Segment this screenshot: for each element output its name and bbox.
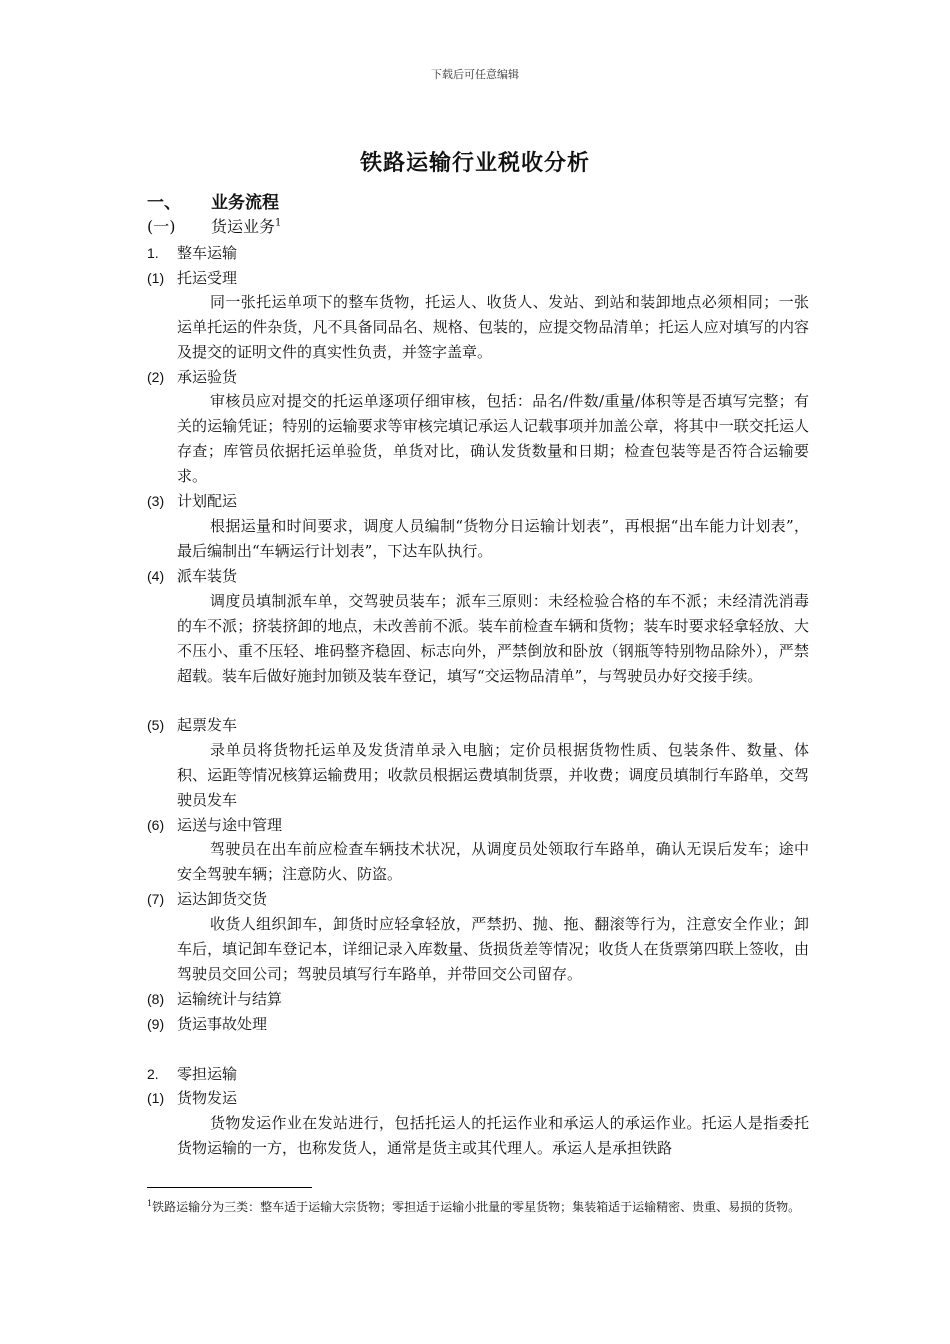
footnote-separator: [147, 1187, 312, 1188]
step-label: 起票发车: [177, 716, 238, 734]
step-label: 货物发运: [177, 1089, 238, 1107]
step-heading: [147, 565, 237, 586]
header-note: 下载后可任意编辑: [431, 68, 519, 81]
footnote-reference[interactable]: 1: [275, 217, 282, 229]
footnote: [147, 1194, 807, 1217]
step-label: 运输统计与结算: [177, 990, 283, 1008]
step-number: (7): [147, 891, 165, 907]
step-label: 派车装货: [177, 567, 238, 585]
step-paragraph: 录单员将货物托运单及发货清单录入电脑；定价员根据货物性质、包装条件、数量、体积、运距等情况核算运输费用；收款员根据运费填制货票，并收费；调度员填制行车路单，交驾驶员发车: [177, 741, 809, 809]
step-heading: [147, 988, 282, 1009]
section-number: 一、: [147, 193, 181, 213]
item-number: 2.: [147, 1066, 159, 1082]
subsection-number: (一): [147, 217, 176, 236]
step-heading: [147, 888, 267, 909]
step-label: 运送与途中管理: [177, 816, 283, 834]
footnote-text: 铁路运输分为三类：整车适于运输大宗货物；零担适于运输小批量的零星货物；集装箱适于运输精密、贵重、易损的货物。: [152, 1200, 801, 1214]
step-paragraph: 货物发运作业在发站进行，包括托运人的托运作业和承运人的承运作业。托运人是指委托货物运输的一方，也称发货人，通常是货主或其代理人。承运人是承担铁路: [177, 1114, 809, 1157]
item-heading: [147, 242, 237, 263]
step-number: (5): [147, 717, 165, 733]
item-label: 整车运输: [177, 244, 238, 262]
step-number: (2): [147, 369, 165, 385]
step-heading: [147, 267, 237, 288]
subsection-heading: [147, 214, 281, 237]
step-heading: [147, 814, 282, 835]
step-heading: [147, 1087, 237, 1108]
step-label: 承运验货: [177, 368, 238, 386]
step-paragraph: 同一张托运单项下的整车货物，托运人、收货人、发站、到站和装卸地点必须相同；一张运单托运的件杂货，凡不具备同品名、规格、包装的，应提交物品清单；托运人应对填写的内容及提交的证明文件的真实性负责，并签字盖章。: [177, 293, 809, 361]
step-label: 托运受理: [177, 269, 238, 287]
step-paragraph: 根据运量和时间要求，调度人员编制“货物分日运输计划表”，再根据“出车能力计划表”，最后编制出“车辆运行计划表”，下达车队执行。: [177, 517, 809, 560]
document-title: 铁路运输行业税收分析: [359, 150, 590, 176]
footnote-mark: 1: [147, 1199, 153, 1208]
item-number: 1.: [147, 245, 159, 261]
step-label: 计划配运: [177, 492, 238, 510]
step-paragraph: 调度员填制派车单，交驾驶员装车；派车三原则：未经检验合格的车不派；未经清洗消毒的车不派；挤装挤卸的地点，未改善前不派。装车前检查车辆和货物；装车时要求轻拿轻放、大不压小、重不压轻、堆码整齐稳固、标志向外，严禁倒放和卧放（钢瓶等特别物品除外），严禁超载。装车后做好施封加锁及装车登记，填写“交运物品清单”，与驾驶员办好交接手续。: [177, 592, 809, 685]
step-heading: [147, 1013, 267, 1034]
step-label: 货运事故处理: [177, 1015, 268, 1033]
step-paragraph: 驾驶员在出车前应检查车辆技术状况，从调度员处领取行车路单，确认无误后发车；途中安全驾驶车辆；注意防火、防盗。: [177, 840, 809, 883]
step-heading: [147, 714, 237, 735]
item-label: 零担运输: [177, 1065, 238, 1083]
step-paragraph: 审核员应对提交的托运单逐项仔细审核，包括：品名/件数/重量/体积等是否填写完整；有关的运输凭证；特别的运输要求等审核完填记承运人记载事项并加盖公章，将其中一联交托运人存查；库管员依据托运单验货，单货对比，确认发货数量和日期；检查包装等是否符合运输要求。: [177, 392, 809, 485]
section-label: 业务流程: [211, 193, 279, 213]
step-heading: [147, 490, 237, 511]
section-heading: [147, 188, 279, 213]
item-heading: [147, 1063, 237, 1084]
step-number: (4): [147, 568, 165, 584]
step-number: (8): [147, 991, 165, 1007]
step-heading: [147, 366, 237, 387]
step-number: (1): [147, 1090, 165, 1106]
step-number: (6): [147, 817, 165, 833]
subsection-label: 货运业务: [211, 217, 276, 236]
step-number: (3): [147, 493, 165, 509]
step-number: (9): [147, 1016, 165, 1032]
step-label: 运达卸货交货: [177, 890, 268, 908]
step-paragraph: 收货人组织卸车，卸货时应轻拿轻放，严禁扔、抛、拖、翻滚等行为，注意安全作业；卸车后，填记卸车登记本，详细记录入库数量、货损货差等情况；收货人在货票第四联上签收，由驾驶员交回公司；驾驶员填写行车路单，并带回交公司留存。: [177, 915, 809, 983]
step-number: (1): [147, 270, 165, 286]
